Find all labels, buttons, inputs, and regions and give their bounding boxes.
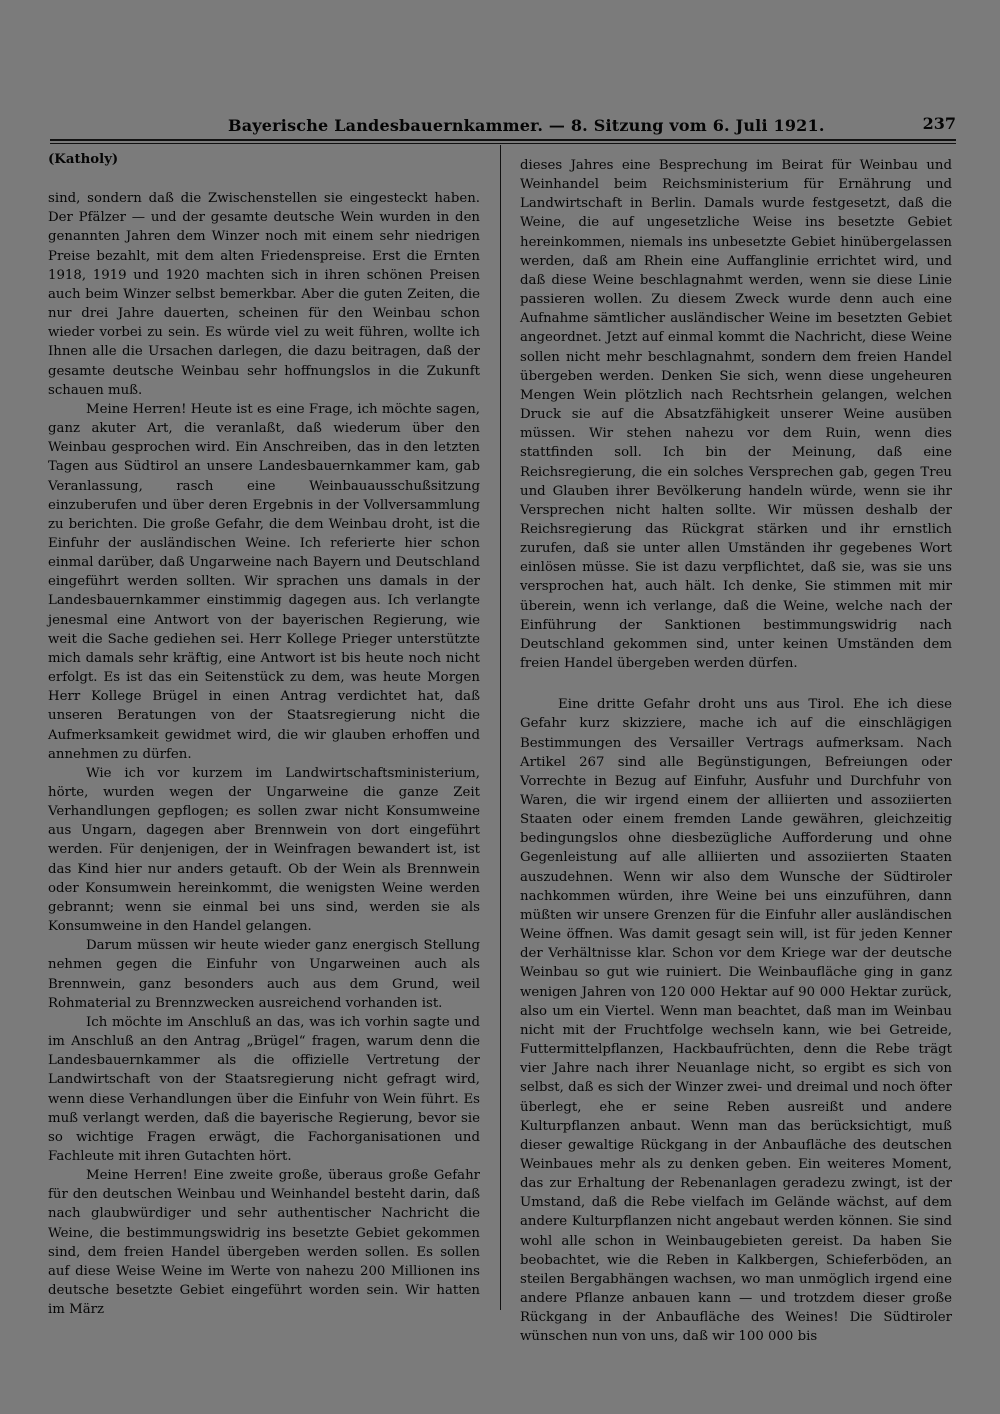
header-rule bbox=[50, 139, 956, 141]
page-header bbox=[48, 114, 956, 138]
column-divider bbox=[500, 145, 501, 1310]
speaker-label: (Katholy) bbox=[48, 152, 119, 167]
running-title: Bayerische Landesbauernkammer. — 8. Sitzung vom 6. Juli 1921. bbox=[228, 116, 825, 135]
paragraph: Ich möchte im Anschluß an das, was ich vorhin sagte und im Anschluß an den Antrag „Brügel“ fragen, warum denn die Landesbauernkammer als die offizielle Vertretung der Landwirtschaft von der Staatsregierung nicht gefragt wird, wenn diese Verhandlungen über die Einfuhr von Wein führt. Es muß verlangt werden, daß die bayerische Regierung, bevor sie so wichtige Fragen erwägt, die Fachorganisationen und Fachleute mit ihren Gutachten hört. bbox=[48, 1014, 480, 1164]
paragraph: Eine dritte Gefahr droht uns aus Tirol. Ehe ich diese Gefahr kurz skizziere, mache ich auf die einschlägigen Bestimmungen des Versailler Vertrags aufmerksam. Nach Artikel 267 sind alle Begünstigungen, Befreiungen oder Vorrechte in Bezug auf Einfuhr, Ausfuhr und Durchfuhr von Waren, die wir irgend einem der alliierten und assoziierten Staaten oder einem fremden Lande gewähren, gleichzeitig bedingungslos ohne diesbezügliche Aufforderung und ohne Gegenleistung auf alle alliierten und assoziierten Staaten auszudehnen. Wenn wir also dem Wunsche der Südtiroler nachkommen würden, ihre Weine bei uns einzuführen, dann müßten wir unsere Grenzen für die Einfuhr aller ausländischen Weine öffnen. Was damit gesagt sein will, ist für jeden Kenner der Verhältnisse klar. Schon vor dem Kriege war der deutsche Weinbau so gut wie ruiniert. Die Weinbaufläche ging in ganz wenigen Jahren von 120 000 Hektar auf 90 000 Hektar zurück, also um ein Viertel. Wenn man beachtet, daß man im Weinbau nicht mit der Fruchtfolge wechseln kann, wie bei Getreide, Futtermittelpflanzen, Hackbaufrüchten, denn die Rebe trägt vier Jahre nach ihrer Neuanlage nicht, so ergibt es sich von selbst, daß es sich der Winzer zwei- und dreimal und noch öfter überlegt, ehe er seine Reben ausreißt und andere Kulturpflanzen anbaut. Wenn man das berücksichtigt, muß dieser gewaltige Rückgang in der Anbaufläche des deutschen Weinbaues mehr als zu denken geben. Ein weiteres Moment, das zur Erhaltung der Rebenanlagen geradezu zwingt, ist der Umstand, daß die Rebe vielfach im Gelände wächst, auf dem andere Kulturpflanzen nicht angebaut werden können. Sie sind wohl alle schon in Weinbaugebieten gereist. Da haben Sie beobachtet, wie die Reben in Kalkbergen, Schieferböden, an steilen Bergabhängen wachsen, wo man unmöglich irgend eine andere Pflanze anbauen kann — und trotzdem dieser große Rückgang in der Anbaufläche des Weines! Die Südtiroler wünschen nun von uns, daß wir 100 000 bis bbox=[520, 697, 952, 1345]
left-column bbox=[48, 150, 480, 1319]
header-rule-thin bbox=[50, 143, 956, 144]
paragraph: Meine Herren! Heute ist es eine Frage, ich möchte sagen, ganz akuter Art, die veranlaßt, daß wiederum über den Weinbau gesprochen wird. Ein Anschreiben, das in den letzten Tagen aus Südtirol an unsere Landesbauernkammer kam, gab Veranlassung, rasch eine Weinbauausschußsitzung einzuberufen und über deren Ergebnis in der Vollversammlung zu berichten. Die große Gefahr, die dem Weinbau droht, ist die Einfuhr der ausländischen Weine. Ich referierte hier schon einmal darüber, daß Ungarweine nach Bayern und Deutschland eingeführt werden sollten. Wir sprachen uns damals in der Landesbauernkammer einstimmig dagegen aus. Ich verlangte jenesmal eine Antwort von der bayerischen Regierung, wie weit die Sache gediehen sei. Herr Kollege Prieger unterstützte mich damals sehr kräftig, eine Antwort ist bis heute noch nicht erfolgt. Es ist das ein Seitenstück zu dem, was heute Morgen Herr Kollege Brügel in einen Antrag verdichtet hat, daß unseren Beratungen von der Staatsregierung nicht die Aufmerksamkeit gewidmet wird, die wir glauben erhoffen und annehmen zu dürfen. bbox=[48, 401, 480, 762]
page-number: 237 bbox=[922, 114, 956, 133]
paragraph: Meine Herren! Eine zweite große, überaus große Gefahr für den deutschen Weinbau und Weinhandel besteht darin, daß nach glaubwürdiger und sehr authentischer Nachricht die Weine, die bestimmungswidrig ins besetzte Gebiet gekommen sind, dem freien Handel übergeben werden sollen. Es sollen auf diese Weise Weine im Werte von nahezu 200 Millionen ins deutsche besetzte Gebiet eingeführt worden sein. Wir hatten im März bbox=[48, 1168, 480, 1318]
right-column bbox=[520, 156, 952, 1347]
paragraph: dieses Jahres eine Besprechung im Beirat für Weinbau und Weinhandel beim Reichsministerium für Ernährung und Landwirtschaft in Berlin. Damals wurde festgesetzt, daß die Weine, die auf ungesetzliche Weise ins besetzte Gebiet hereinkommen, niemals ins unbesetzte Gebiet hinübergelassen werden, daß am Rhein eine Auffanglinie errichtet wird, und daß diese Weine beschlagnahmt werden, wenn sie diese Linie passieren wollen. Zu diesem Zweck wurde denn auch eine Aufnahme sämtlicher ausländischer Weine im besetzten Gebiet angeordnet. Jetzt auf einmal kommt die Nachricht, diese Weine sollen nicht mehr beschlagnahmt, sondern dem freien Handel übergeben werden. Denken Sie sich, wenn diese ungeheuren Mengen Wein plötzlich nach Rechtsrhein gelangen, welchen Druck sie auf die Absatzfähigkeit unserer Weine ausüben müssen. Wir stehen nahezu vor dem Ruin, wenn dies stattfinden soll. Ich bin der Meinung, daß eine Reichsregierung, die ein solches Versprechen gab, gegen Treu und Glauben ihrer Bevölkerung handeln würde, wenn sie ihr Versprechen nicht halten sollte. Wir müssen deshalb der Reichsregierung das Rückgrat stärken und ihr ernstlich zurufen, daß sie unter allen Umständen ihr gegebenes Wort einlösen müsse. Sie ist dazu verpflichtet, daß sie, was sie uns versprochen hat, auch hält. Ich denke, Sie stimmen mit mir überein, wenn ich verlange, daß die Weine, welche nach der Einführung der Sanktionen bestimmungswidrig nach Deutschland gekommen sind, unter keinen Umständen dem freien Handel übergeben werden dürfen. bbox=[520, 158, 952, 672]
paragraph: Darum müssen wir heute wieder ganz energisch Stellung nehmen gegen die Einfuhr von Ungarweinen auch als Brennwein, ganz besonders auch aus dem Grund, weil Rohmaterial zu Brennzwecken ausreichend vorhanden ist. bbox=[48, 938, 480, 1011]
paragraph: sind, sondern daß die Zwischenstellen sie eingesteckt haben. Der Pfälzer — und der gesamte deutsche Wein wurden in den genannten Jahren dem Winzer noch mit einem sehr niedrigen Preise bezahlt, mit dem alten Friedenspreise. Erst die Ernten 1918, 1919 und 1920 machten sich in ihren schönen Preisen auch beim Winzer selbst bemerkbar. Aber die guten Zeiten, die nur drei Jahre dauerten, scheinen für den Weinbau schon wieder vorbei zu sein. Es würde viel zu weit führen, wollte ich Ihnen alle die Ursachen darlegen, die dazu beitragen, daß der gesamte deutsche Weinbau sehr hoffnungslos in die Zukunft schauen muß. bbox=[48, 191, 480, 398]
paragraph: Wie ich vor kurzem im Landwirtschaftsministerium, hörte, wurden wegen der Ungarweine die ganze Zeit Verhandlungen gepflogen; es sollen zwar nicht Konsumweine aus Ungarn, dagegen aber Brennwein von dort eingeführt werden. Für denjenigen, der in Weinfragen bewandert ist, ist das Kind hier nur anders getauft. Ob der Wein als Brennwein oder Konsumwein hereinkommt, die wenigsten Weine werden gebrannt; wenn sie einmal bei uns sind, werden sie als Konsumweine in den Handel gelangen. bbox=[48, 765, 480, 935]
paragraph-gap bbox=[520, 673, 952, 695]
